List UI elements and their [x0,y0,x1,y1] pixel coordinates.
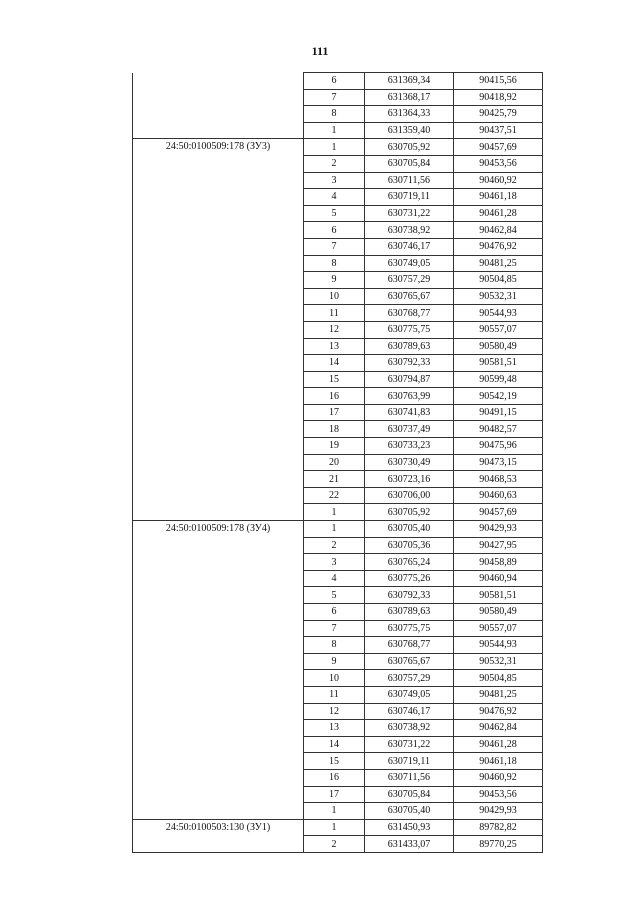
coordinate-x: 630757,29 [365,272,454,289]
coordinate-y: 90481,25 [454,686,543,703]
coordinate-x: 630763,99 [365,388,454,405]
coordinate-x: 630741,83 [365,404,454,421]
table-row [133,106,543,123]
coordinate-y: 90599,48 [454,371,543,388]
coordinate-x: 630737,49 [365,421,454,438]
parcel-cadastral-number: 24:50:0100509:178 (ЗУ3) [133,139,304,156]
parcel-cell-empty [133,371,304,388]
table-row [133,272,543,289]
coordinate-y: 90476,92 [454,703,543,720]
parcel-cell-empty [133,703,304,720]
coordinate-y: 90491,15 [454,404,543,421]
coordinate-x: 630719,11 [365,189,454,206]
point-number: 7 [304,620,365,637]
parcel-cell-empty [133,537,304,554]
coordinate-y: 90462,84 [454,720,543,737]
point-number: 15 [304,371,365,388]
parcel-cell-empty [133,421,304,438]
coordinate-x: 630733,23 [365,438,454,455]
table-row [133,570,543,587]
point-number: 1 [304,139,365,156]
coordinate-x: 630775,75 [365,321,454,338]
coordinate-y: 90461,28 [454,736,543,753]
point-number: 7 [304,89,365,106]
table-row [133,686,543,703]
parcel-cell-empty [133,786,304,803]
point-number: 16 [304,388,365,405]
point-number: 20 [304,454,365,471]
coordinate-x: 630765,67 [365,653,454,670]
coordinate-y: 90418,92 [454,89,543,106]
coordinate-y: 90425,79 [454,106,543,123]
table-row [133,670,543,687]
point-number: 9 [304,272,365,289]
table-row [133,438,543,455]
parcel-cell-empty [133,736,304,753]
point-number: 1 [304,504,365,521]
point-number: 11 [304,305,365,322]
table-row [133,736,543,753]
point-number: 4 [304,570,365,587]
table-row [133,454,543,471]
point-number: 14 [304,355,365,372]
coordinate-y: 90437,51 [454,122,543,139]
coordinate-y: 90429,93 [454,803,543,820]
coordinate-y: 90429,93 [454,521,543,538]
coordinate-x: 630706,00 [365,487,454,504]
table-row [133,189,543,206]
coordinate-x: 630705,84 [365,155,454,172]
point-number: 2 [304,836,365,853]
page-number: 111 [311,44,329,58]
coordinate-y: 90557,07 [454,620,543,637]
coordinate-x: 630730,49 [365,454,454,471]
point-number: 11 [304,686,365,703]
table-row [133,786,543,803]
point-number: 7 [304,238,365,255]
point-number: 9 [304,653,365,670]
coordinate-y: 90580,49 [454,604,543,621]
point-number: 19 [304,438,365,455]
coordinate-y: 90453,56 [454,155,543,172]
point-number: 1 [304,122,365,139]
coordinate-y: 90475,96 [454,438,543,455]
table-row [133,321,543,338]
coordinate-x: 630789,63 [365,604,454,621]
table-row [133,554,543,571]
coordinate-y: 90457,69 [454,504,543,521]
table-row [133,255,543,272]
parcel-cell-empty [133,769,304,786]
table-row [133,139,543,156]
coordinate-x: 631433,07 [365,836,454,853]
parcel-cell-empty [133,803,304,820]
coordinate-x: 630705,40 [365,803,454,820]
parcel-cadastral-number: 24:50:0100503:130 (ЗУ1) [133,819,304,836]
coordinate-x: 630749,05 [365,686,454,703]
coordinate-y: 90427,95 [454,537,543,554]
point-number: 6 [304,73,365,90]
coordinate-y: 90460,92 [454,172,543,189]
point-number: 5 [304,205,365,222]
coordinate-x: 630775,26 [365,570,454,587]
point-number: 5 [304,587,365,604]
point-number: 21 [304,471,365,488]
coordinate-x: 630705,92 [365,139,454,156]
parcel-cell-empty [133,604,304,621]
table-row [133,155,543,172]
parcel-cell-empty [133,89,304,106]
coordinate-x: 630705,84 [365,786,454,803]
parcel-cell-empty [133,670,304,687]
parcel-cell-empty [133,587,304,604]
coordinate-y: 90504,85 [454,272,543,289]
table-row [133,521,543,538]
coordinate-y: 90453,56 [454,786,543,803]
point-number: 16 [304,769,365,786]
coordinate-x: 630768,77 [365,637,454,654]
point-number: 1 [304,521,365,538]
table-row [133,305,543,322]
coordinate-y: 90544,93 [454,637,543,654]
coordinates-table-body [133,73,543,853]
coordinate-x: 630719,11 [365,753,454,770]
parcel-cell-empty [133,288,304,305]
parcel-cadastral-number: 24:50:0100509:178 (ЗУ4) [133,521,304,538]
point-number: 2 [304,537,365,554]
table-row [133,89,543,106]
parcel-cell-empty [133,305,304,322]
coordinate-x: 630731,22 [365,736,454,753]
table-row [133,288,543,305]
parcel-cell-empty [133,554,304,571]
coordinate-x: 630705,40 [365,521,454,538]
coordinate-x: 631368,17 [365,89,454,106]
table-row [133,620,543,637]
parcel-cell-empty [133,255,304,272]
coordinate-x: 630749,05 [365,255,454,272]
point-number: 3 [304,554,365,571]
coordinate-y: 90580,49 [454,338,543,355]
coordinate-x: 630738,92 [365,720,454,737]
coordinate-x: 630794,87 [365,371,454,388]
coordinate-x: 630746,17 [365,703,454,720]
table-row [133,803,543,820]
coordinate-x: 630711,56 [365,769,454,786]
coordinate-y: 90460,92 [454,769,543,786]
parcel-cell-empty [133,238,304,255]
point-number: 14 [304,736,365,753]
point-number: 17 [304,404,365,421]
parcel-cell-empty [133,471,304,488]
coordinate-y: 89782,82 [454,819,543,836]
point-number: 13 [304,338,365,355]
table-row [133,604,543,621]
table-row [133,172,543,189]
parcel-cell-empty [133,504,304,521]
coordinate-y: 90461,28 [454,205,543,222]
table-row [133,537,543,554]
coordinate-y: 90482,57 [454,421,543,438]
coordinate-x: 630757,29 [365,670,454,687]
parcel-cell-empty [133,172,304,189]
coordinate-x: 631359,40 [365,122,454,139]
coordinate-y: 90581,51 [454,355,543,372]
coordinate-x: 630705,36 [365,537,454,554]
coordinate-x: 630792,33 [365,587,454,604]
parcel-cell-empty [133,438,304,455]
coordinate-y: 90504,85 [454,670,543,687]
table-row [133,73,543,90]
coordinate-y: 89770,25 [454,836,543,853]
parcel-cell-empty [133,189,304,206]
table-row [133,404,543,421]
table-row [133,371,543,388]
coordinate-x: 631450,93 [365,819,454,836]
parcel-cell-empty [133,570,304,587]
coordinate-x: 631364,33 [365,106,454,123]
table-row [133,222,543,239]
table-row [133,471,543,488]
coordinate-x: 630738,92 [365,222,454,239]
point-number: 13 [304,720,365,737]
coordinate-x: 630789,63 [365,338,454,355]
coordinate-y: 90542,19 [454,388,543,405]
coordinates-table [132,72,543,853]
point-number: 8 [304,106,365,123]
parcel-cell-empty [133,404,304,421]
table-row [133,637,543,654]
coordinate-y: 90532,31 [454,288,543,305]
point-number: 17 [304,786,365,803]
parcel-cell-empty [133,637,304,654]
point-number: 4 [304,189,365,206]
point-number: 10 [304,288,365,305]
coordinate-y: 90458,89 [454,554,543,571]
point-number: 2 [304,155,365,172]
coordinate-y: 90462,84 [454,222,543,239]
parcel-cell-empty [133,653,304,670]
parcel-cell-empty [133,836,304,853]
table-row [133,338,543,355]
parcel-cell-empty [133,321,304,338]
parcel-cell-empty [133,454,304,471]
coordinate-y: 90461,18 [454,189,543,206]
parcel-cell-empty [133,620,304,637]
point-number: 8 [304,255,365,272]
point-number: 10 [304,670,365,687]
coordinate-x: 630746,17 [365,238,454,255]
coordinate-y: 90581,51 [454,587,543,604]
point-number: 1 [304,819,365,836]
parcel-cell-empty [133,355,304,372]
coordinate-x: 630731,22 [365,205,454,222]
table-row [133,122,543,139]
table-row [133,355,543,372]
coordinate-x: 630775,75 [365,620,454,637]
parcel-cell-empty [133,487,304,504]
coordinate-x: 630765,67 [365,288,454,305]
point-number: 12 [304,703,365,720]
coordinate-y: 90460,94 [454,570,543,587]
point-number: 6 [304,604,365,621]
parcel-cell-empty [133,122,304,139]
point-number: 3 [304,172,365,189]
coordinate-x: 630768,77 [365,305,454,322]
table-row [133,720,543,737]
table-row [133,421,543,438]
parcel-cell-empty [133,272,304,289]
table-row [133,487,543,504]
point-number: 1 [304,803,365,820]
coordinate-y: 90460,63 [454,487,543,504]
parcel-cell-empty [133,338,304,355]
coordinate-y: 90461,18 [454,753,543,770]
parcel-cell-empty [133,155,304,172]
point-number: 18 [304,421,365,438]
parcel-cell-empty [133,205,304,222]
table-row [133,653,543,670]
coordinate-x: 631369,34 [365,73,454,90]
table-row [133,388,543,405]
point-number: 6 [304,222,365,239]
coordinate-y: 90544,93 [454,305,543,322]
table-row [133,205,543,222]
table-row [133,753,543,770]
coordinate-y: 90481,25 [454,255,543,272]
parcel-cell-empty [133,720,304,737]
table-row [133,836,543,853]
table-row [133,587,543,604]
coordinate-y: 90415,56 [454,73,543,90]
parcel-cell-empty [133,686,304,703]
parcel-cell-empty [133,388,304,405]
point-number: 12 [304,321,365,338]
coordinate-x: 630792,33 [365,355,454,372]
parcel-cell-empty [133,222,304,239]
point-number: 8 [304,637,365,654]
table-row [133,238,543,255]
coordinate-y: 90532,31 [454,653,543,670]
table-row [133,819,543,836]
table-row [133,703,543,720]
coordinate-y: 90457,69 [454,139,543,156]
table-row [133,504,543,521]
coordinate-x: 630705,92 [365,504,454,521]
coordinate-y: 90476,92 [454,238,543,255]
coordinate-y: 90473,15 [454,454,543,471]
coordinate-x: 630723,16 [365,471,454,488]
coordinate-y: 90468,53 [454,471,543,488]
point-number: 15 [304,753,365,770]
coordinate-x: 630765,24 [365,554,454,571]
coordinate-x: 630711,56 [365,172,454,189]
coordinate-y: 90557,07 [454,321,543,338]
point-number: 22 [304,487,365,504]
table-row [133,769,543,786]
parcel-cell-empty [133,106,304,123]
parcel-cell-empty [133,753,304,770]
parcel-cadastral-number [133,73,304,90]
